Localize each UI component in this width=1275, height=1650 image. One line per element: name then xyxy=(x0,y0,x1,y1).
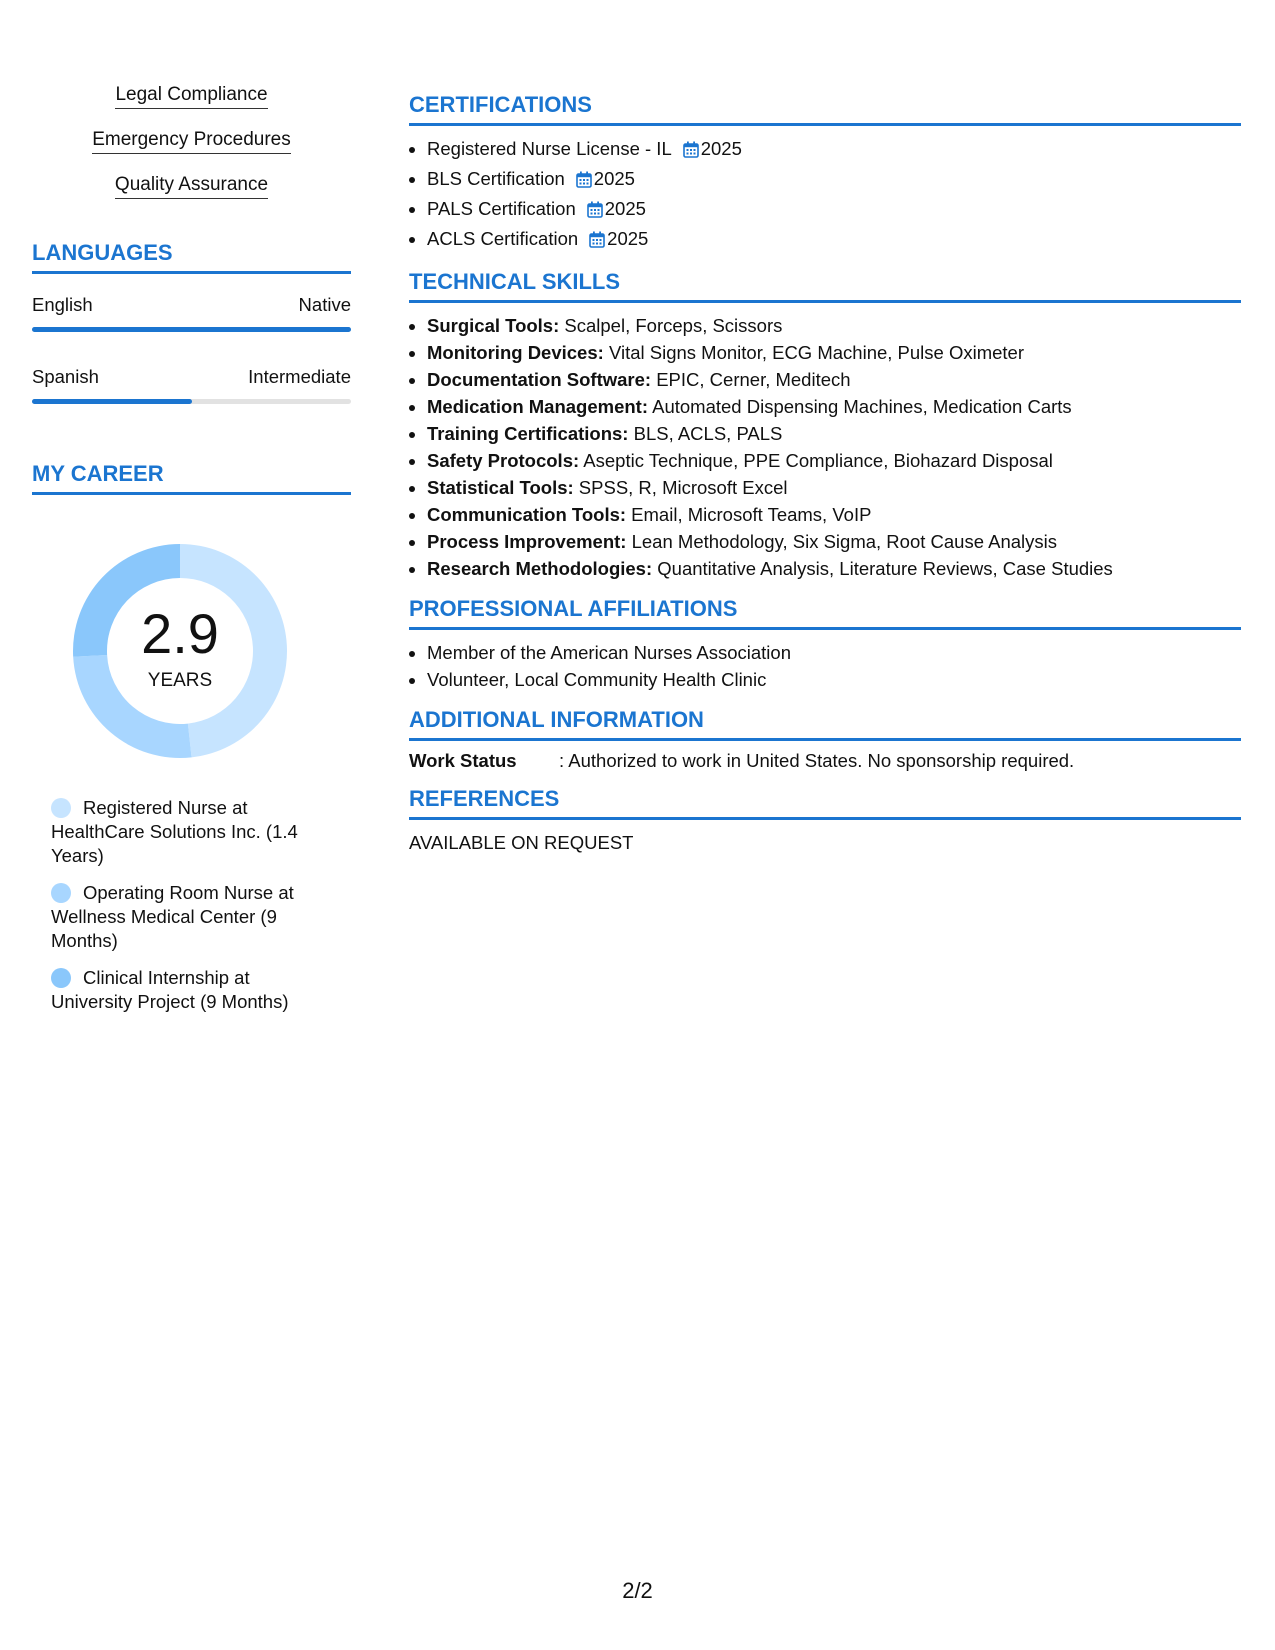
career-total-years: 2.9 xyxy=(141,602,219,665)
language-proficiency-bar xyxy=(32,399,351,404)
legend-dot xyxy=(51,883,71,903)
technical-skills-heading: TECHNICAL SKILLS xyxy=(409,269,1241,303)
certification-item xyxy=(427,165,1241,195)
skill-tag: Quality Assurance xyxy=(115,174,268,199)
certification-item xyxy=(427,195,1241,225)
technical-skill-item xyxy=(427,555,1241,582)
affiliations-list xyxy=(409,639,1241,693)
technical-skill-item xyxy=(427,528,1241,555)
certifications-heading: CERTIFICATIONS xyxy=(409,92,1241,126)
certification-name: ACLS Certification xyxy=(427,228,579,249)
page-number: 2/2 xyxy=(622,1578,653,1603)
technical-skills-list xyxy=(409,312,1241,582)
language-item xyxy=(32,366,351,404)
skill-values: Vital Signs Monitor, ECG Machine, Pulse Oximeter xyxy=(603,342,1025,363)
career-legend-item xyxy=(51,966,321,1014)
technical-skill-item xyxy=(427,366,1241,393)
career-legend-item xyxy=(51,796,321,868)
skill-category: Monitoring Devices: xyxy=(427,342,604,363)
languages-heading: LANGUAGES xyxy=(32,240,351,274)
additional-info-section xyxy=(409,707,1241,772)
technical-skill-item xyxy=(427,420,1241,447)
calendar-icon xyxy=(683,138,699,165)
legend-label: Registered Nurse at HealthCare Solutions Inc. (1.4 Years) xyxy=(51,797,298,866)
language-item xyxy=(32,294,351,332)
certification-item xyxy=(427,225,1241,255)
certification-name: PALS Certification xyxy=(427,198,576,219)
right-column xyxy=(409,92,1241,868)
legend-label: Operating Room Nurse at Wellness Medical Center (9 Months) xyxy=(51,882,294,951)
skill-category: Research Methodologies: xyxy=(427,558,653,579)
technical-skill-item xyxy=(427,393,1241,420)
language-proficiency-fill xyxy=(32,327,351,332)
skill-category: Medication Management: xyxy=(427,396,648,417)
skill-category: Communication Tools: xyxy=(427,504,627,525)
technical-skill-item xyxy=(427,312,1241,339)
references-section xyxy=(409,786,1241,854)
technical-skill-item xyxy=(427,474,1241,501)
skill-values: Scalpel, Forceps, Scissors xyxy=(559,315,783,336)
skill-tag: Legal Compliance xyxy=(115,84,267,109)
affiliations-heading: PROFESSIONAL AFFILIATIONS xyxy=(409,596,1241,630)
skill-category: Training Certifications: xyxy=(427,423,629,444)
skill-category: Safety Protocols: xyxy=(427,450,580,471)
career-heading: MY CAREER xyxy=(32,461,351,495)
language-name: English xyxy=(32,294,93,315)
affiliation-item: • Volunteer, Local Community Health Clinic xyxy=(427,666,1241,693)
certification-year: 2025 xyxy=(700,138,742,159)
skill-values: Email, Microsoft Teams, VoIP xyxy=(626,504,872,525)
language-name: Spanish xyxy=(32,366,99,387)
certification-name: Registered Nurse License - IL xyxy=(427,138,672,159)
work-status-value: : Authorized to work in United States. No sponsorship required. xyxy=(559,750,1075,771)
language-proficiency-bar xyxy=(32,327,351,332)
references-heading: REFERENCES xyxy=(409,786,1241,820)
career-years-label: YEARS xyxy=(147,670,213,691)
skill-category: Surgical Tools: xyxy=(427,315,560,336)
left-column xyxy=(32,84,351,1027)
skill-values: Quantitative Analysis, Literature Reviews, Case Studies xyxy=(652,558,1113,579)
career-legend xyxy=(51,796,321,1014)
skill-tag: Emergency Procedures xyxy=(92,129,291,154)
skill-values: EPIC, Cerner, Meditech xyxy=(651,369,851,390)
language-level: Intermediate xyxy=(248,366,351,387)
technical-skill-item xyxy=(427,501,1241,528)
technical-skill-item xyxy=(427,339,1241,366)
calendar-icon xyxy=(587,198,603,225)
legend-label: Clinical Internship at University Project (9 Months) xyxy=(51,967,289,1012)
skill-values: Aseptic Technique, PPE Compliance, Biohazard Disposal xyxy=(579,450,1053,471)
career-donut-chart xyxy=(65,536,295,766)
technical-skills-section xyxy=(409,269,1241,582)
language-proficiency-fill xyxy=(32,399,192,404)
skill-category: Statistical Tools: xyxy=(427,477,574,498)
certification-year: 2025 xyxy=(593,168,635,189)
career-legend-item xyxy=(51,881,321,953)
certifications-section xyxy=(409,92,1241,255)
work-status-label: Work Status xyxy=(409,750,517,771)
language-level: Native xyxy=(298,294,351,315)
certifications-list xyxy=(409,135,1241,255)
legend-dot xyxy=(51,798,71,818)
calendar-icon xyxy=(589,228,605,255)
legend-dot xyxy=(51,968,71,988)
skill-category: Documentation Software: xyxy=(427,369,652,390)
skill-category: Process Improvement: xyxy=(427,531,627,552)
certification-year: 2025 xyxy=(604,198,646,219)
career-section xyxy=(32,461,351,1014)
affiliations-section xyxy=(409,596,1241,693)
skills-tags xyxy=(32,84,351,219)
calendar-icon xyxy=(576,168,592,195)
skill-values: SPSS, R, Microsoft Excel xyxy=(573,477,788,498)
skill-values: Lean Methodology, Six Sigma, Root Cause Analysis xyxy=(626,531,1058,552)
additional-info-heading: ADDITIONAL INFORMATION xyxy=(409,707,1241,741)
technical-skill-item xyxy=(427,447,1241,474)
certification-name: BLS Certification xyxy=(427,168,565,189)
skill-values: Automated Dispensing Machines, Medication Carts xyxy=(648,396,1072,417)
affiliation-item: • Member of the American Nurses Association xyxy=(427,639,1241,666)
work-status-row xyxy=(409,750,1241,772)
references-text: AVAILABLE ON REQUEST xyxy=(409,832,634,853)
certification-year: 2025 xyxy=(607,228,649,249)
languages-section xyxy=(32,240,351,404)
certification-item xyxy=(427,135,1241,165)
skill-values: BLS, ACLS, PALS xyxy=(628,423,783,444)
